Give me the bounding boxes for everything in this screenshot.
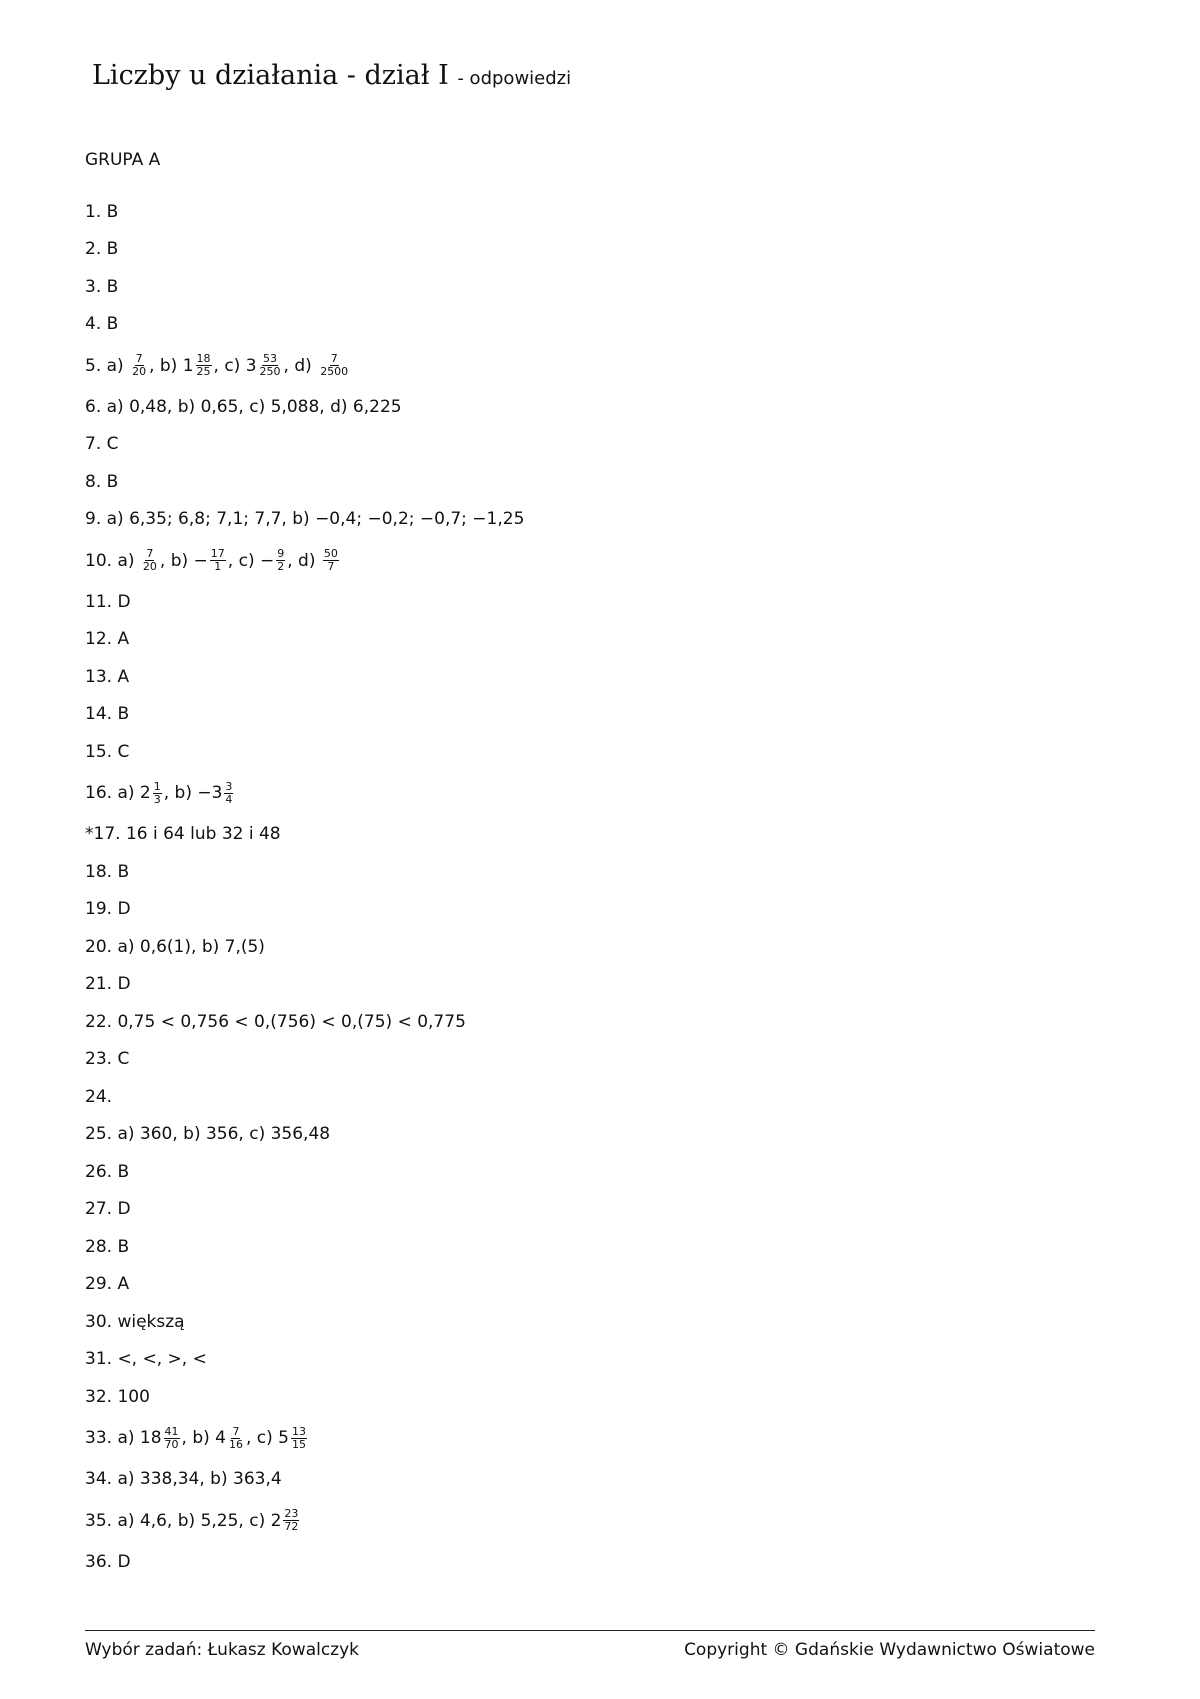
answer-text: , c) − <box>227 550 275 571</box>
answer-item <box>85 1341 1085 1379</box>
answer-text: 16. a) 2 <box>85 783 151 803</box>
answer-text: 4. B <box>85 314 119 335</box>
fraction-denominator: 2500 <box>320 365 349 378</box>
fraction-denominator: 70 <box>164 1437 179 1451</box>
answer-text: 15. C <box>85 741 130 762</box>
answer-item <box>85 1461 1085 1499</box>
fraction-denominator: 16 <box>228 1437 243 1451</box>
answer-text: 12. A <box>85 629 130 650</box>
answer-text: 5. a) <box>85 355 130 376</box>
answer-text: 10. a) <box>85 550 140 571</box>
answer-text: , c) 5 <box>245 1428 289 1448</box>
answer-item <box>85 1228 1085 1266</box>
answer-text: 30. większą <box>85 1311 185 1332</box>
fraction-numerator: 41 <box>164 1424 179 1438</box>
fraction-numerator: 7 <box>330 352 338 365</box>
answer-text: , b) 1 <box>149 355 194 376</box>
answer-item <box>85 621 1085 659</box>
answer-item <box>85 658 1085 696</box>
fraction-denominator: 7 <box>327 560 335 573</box>
answer-item <box>85 388 1085 426</box>
answer-text: 23. C <box>85 1049 130 1070</box>
answer-item <box>85 538 1085 583</box>
answer-item <box>85 1041 1085 1079</box>
fraction-numerator: 9 <box>277 547 285 560</box>
fraction <box>164 1426 180 1451</box>
fraction <box>319 353 349 378</box>
answer-item <box>85 966 1085 1004</box>
answer-text: 35. a) 4,6, b) 5,25, c) 2 <box>85 1510 282 1531</box>
answer-item <box>85 891 1085 929</box>
answer-text: , b) −3 <box>163 783 223 803</box>
answer-text: 21. D <box>85 974 131 995</box>
answer-item <box>85 306 1085 344</box>
answer-text: 34. a) 338,34, b) 363,4 <box>85 1469 282 1490</box>
answer-text: 28. B <box>85 1236 130 1257</box>
answer-item <box>85 1003 1085 1041</box>
answer-text: , b) − <box>159 550 208 571</box>
answer-text: 18. B <box>85 861 130 882</box>
fraction-denominator: 15 <box>292 1437 306 1451</box>
answer-item <box>85 1303 1085 1341</box>
fraction-denominator: 20 <box>132 365 147 378</box>
fraction <box>291 1426 307 1451</box>
answer-text: 27. D <box>85 1199 131 1220</box>
answer-text: 33. a) 18 <box>85 1428 162 1448</box>
fraction <box>323 548 339 573</box>
answer-item <box>85 928 1085 966</box>
title-subtitle: - odpowiedzi <box>457 68 572 89</box>
answer-text: , d) <box>287 550 321 571</box>
answer-item <box>85 1498 1085 1543</box>
answer-text: 25. a) 360, b) 356, c) 356,48 <box>85 1124 331 1145</box>
footer-copyright: Copyright © Gdańskie Wydawnictwo Oświatowe <box>684 1640 1095 1660</box>
answer-item <box>85 583 1085 621</box>
title-main: Liczby u działania - dział I <box>92 60 449 91</box>
answer-text: 2. B <box>85 239 119 260</box>
answer-item <box>85 231 1085 269</box>
fraction-numerator: 53 <box>263 352 278 365</box>
footer-author: Wybór zadań: Łukasz Kowalczyk <box>85 1640 360 1660</box>
fraction-numerator: 1 <box>153 779 161 793</box>
group-label: GRUPA A <box>85 150 161 170</box>
answer-item <box>85 501 1085 539</box>
fraction-denominator: 25 <box>196 365 211 378</box>
answer-text: , b) 4 <box>181 1428 226 1448</box>
fraction <box>283 1508 299 1533</box>
fraction-numerator: 18 <box>196 352 211 365</box>
answer-item <box>85 268 1085 306</box>
fraction-denominator: 3 <box>153 792 161 806</box>
answer-item <box>85 1378 1085 1416</box>
answer-item <box>85 193 1085 231</box>
answer-text: 6. a) 0,48, b) 0,65, c) 5,088, d) 6,225 <box>85 396 402 417</box>
answer-item <box>85 1078 1085 1116</box>
answer-text: 26. B <box>85 1161 130 1182</box>
fraction <box>131 353 147 378</box>
fraction-denominator: 1 <box>214 560 222 573</box>
fraction-numerator: 17 <box>210 547 225 560</box>
fraction <box>210 548 226 573</box>
answer-text: 31. <, <, >, < <box>85 1349 207 1370</box>
answer-item <box>85 853 1085 891</box>
answer-text: 22. 0,75 < 0,756 < 0,(756) < 0,(75) < 0,775 <box>85 1011 466 1032</box>
answer-text: , d) <box>283 355 318 376</box>
fraction-numerator: 3 <box>225 779 233 793</box>
fraction-denominator: 2 <box>277 560 285 573</box>
page-title <box>92 60 571 91</box>
fraction <box>259 353 282 378</box>
fraction <box>224 781 233 806</box>
answer-text: 36. D <box>85 1551 131 1572</box>
fraction <box>196 353 212 378</box>
fraction-numerator: 7 <box>232 1424 240 1438</box>
answer-item <box>85 696 1085 734</box>
answer-text: , c) 3 <box>213 355 257 376</box>
answer-text: *17. 16 i 64 lub 32 i 48 <box>85 824 281 845</box>
fraction-denominator: 72 <box>284 1520 299 1533</box>
answer-item <box>85 426 1085 464</box>
answer-text: 29. A <box>85 1274 130 1295</box>
answer-item <box>85 1266 1085 1304</box>
answer-item <box>85 816 1085 854</box>
answer-text: 14. B <box>85 704 130 725</box>
answer-text: 24. <box>85 1086 113 1107</box>
fraction <box>142 548 158 573</box>
answer-item <box>85 1153 1085 1191</box>
answer-item <box>85 343 1085 388</box>
answer-item <box>85 733 1085 771</box>
answer-item <box>85 771 1085 816</box>
answer-text: 13. A <box>85 666 130 687</box>
fraction-numerator: 23 <box>284 1507 299 1520</box>
answer-text: 1. B <box>85 201 119 222</box>
footer-divider <box>85 1630 1095 1631</box>
fraction <box>228 1426 244 1451</box>
answer-list <box>85 193 1085 1581</box>
answer-item <box>85 463 1085 501</box>
fraction-denominator: 4 <box>225 792 233 806</box>
answer-text: 20. a) 0,6(1), b) 7,(5) <box>85 936 265 957</box>
fraction-numerator: 13 <box>292 1424 306 1438</box>
fraction-numerator: 50 <box>323 547 338 560</box>
answer-text: 3. B <box>85 276 119 297</box>
fraction-numerator: 7 <box>135 352 143 365</box>
answer-text: 32. 100 <box>85 1386 150 1407</box>
answer-text: 9. a) 6,35; 6,8; 7,1; 7,7, b) −0,4; −0,2; −0,7; −1,25 <box>85 509 525 530</box>
answer-item <box>85 1416 1085 1461</box>
answer-text: 11. D <box>85 591 131 612</box>
fraction-denominator: 20 <box>142 560 157 573</box>
answer-text: 19. D <box>85 899 131 920</box>
fraction-numerator: 7 <box>146 547 154 560</box>
answer-item <box>85 1543 1085 1581</box>
answer-item <box>85 1116 1085 1154</box>
fraction <box>276 548 285 573</box>
fraction <box>153 781 162 806</box>
answer-item <box>85 1191 1085 1229</box>
answer-text: 8. B <box>85 471 119 492</box>
answer-text: 7. C <box>85 434 119 455</box>
fraction-denominator: 250 <box>259 365 281 378</box>
